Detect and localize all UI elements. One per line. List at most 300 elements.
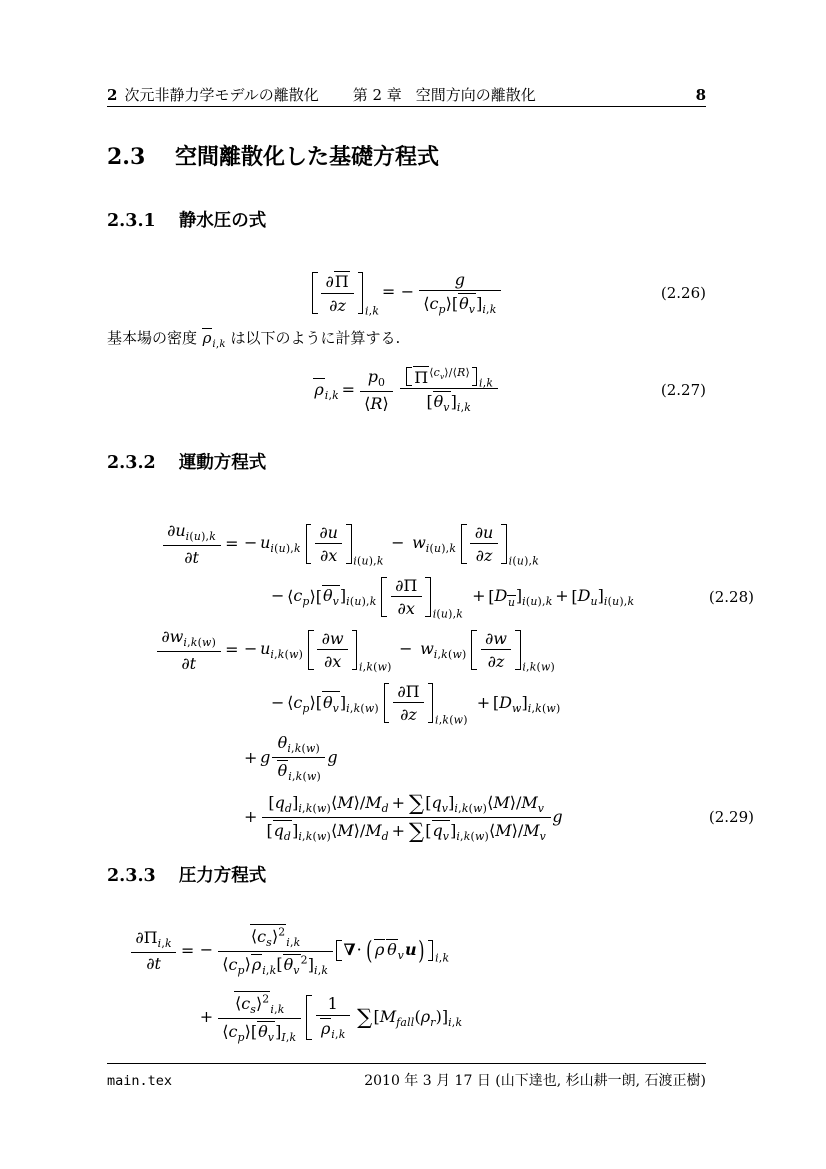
math-mrow [268, 790, 545, 816]
math-scr [272, 927, 285, 946]
section-title: 圧力方程式 [178, 866, 267, 886]
math-bc [467, 523, 502, 566]
math-ov [257, 1021, 275, 1044]
math-char: i [286, 935, 290, 949]
math-ov [250, 924, 286, 949]
math-char: ] [448, 793, 455, 812]
math-sb [482, 303, 496, 316]
math-sp [262, 992, 269, 1005]
math-char: R [457, 365, 466, 379]
math-char: w [202, 636, 212, 650]
math-char: ⟨ [234, 994, 242, 1014]
math-scr [241, 994, 257, 1017]
math-char: p [367, 367, 378, 387]
math-scr [515, 586, 553, 609]
math-tw [404, 365, 494, 390]
header-chapter-title: 空間方向の離散化 [415, 86, 536, 104]
math-char: p [302, 701, 310, 715]
math-char: ⟩ [309, 586, 316, 606]
math-sb [604, 596, 634, 609]
math-tw [382, 682, 468, 725]
math-char: v [293, 964, 300, 978]
math-char: ⟩ [353, 793, 360, 812]
math-char: u [327, 522, 338, 542]
math-char: ) [524, 554, 529, 568]
math-char: k [545, 595, 553, 609]
math-char: ⟩ [271, 926, 279, 946]
math-bc [312, 994, 464, 1041]
math-char: = [341, 379, 356, 399]
equation-number: (2.26) [660, 284, 706, 302]
math-char: , [291, 770, 296, 784]
math-char: z [337, 295, 346, 315]
math-char: g [454, 269, 465, 289]
math-sp [301, 953, 308, 966]
math-char: p [438, 303, 446, 317]
math-char: k [529, 660, 537, 674]
math-fr [360, 367, 393, 413]
math-sb [522, 596, 552, 609]
math-char: , [437, 648, 442, 662]
math-char: k [293, 935, 301, 949]
math-char: 2 [262, 992, 270, 1006]
math-char: w [316, 802, 327, 816]
math-char: c [293, 692, 303, 712]
math-char: z [408, 705, 417, 725]
math-ts [522, 661, 555, 674]
math-char: − [243, 639, 258, 659]
math-bq [308, 629, 358, 672]
math-char: , [285, 1031, 290, 1045]
math-ov [458, 293, 476, 316]
math-char: [ [315, 692, 322, 712]
math-scr [434, 366, 445, 379]
section-number: 2.3 [107, 144, 146, 170]
math-char: i [331, 1028, 335, 1042]
math-char: q [273, 820, 284, 840]
math-mrow [314, 994, 463, 1041]
equation-2-26-math [310, 270, 503, 317]
math-ts [435, 952, 449, 965]
math-char: u [361, 554, 369, 568]
math-char: i [183, 636, 188, 650]
math-char: c [241, 994, 251, 1014]
math-char: , [302, 802, 306, 816]
math-char: , [274, 1003, 278, 1017]
math-mrow [485, 629, 507, 648]
math-char: θ [258, 1021, 268, 1041]
math-fn [481, 629, 512, 650]
math-char: ( [536, 660, 542, 674]
math-bq [312, 271, 364, 315]
math-right-paren: ) [418, 935, 425, 966]
math-char: θ [433, 392, 444, 412]
math-char: l [410, 1016, 415, 1030]
math-fn [316, 994, 350, 1015]
math-mrow [184, 548, 199, 567]
math-char: ) [368, 554, 374, 568]
math-char: , [335, 1028, 339, 1042]
math-char: w [412, 533, 426, 553]
math-char: ( [470, 829, 475, 843]
math-char: i [262, 964, 266, 978]
math-fd [393, 702, 424, 724]
math-char: w [453, 713, 464, 727]
math-fd [321, 293, 354, 315]
math-fr [419, 270, 501, 317]
math-char: + [243, 747, 258, 767]
math-scr [260, 639, 304, 662]
math-char: u [260, 533, 271, 553]
equation-2-27 [107, 360, 706, 420]
math-char: i [270, 1003, 275, 1017]
math-char: ∂ [323, 652, 333, 672]
section-number: 2.3.1 [107, 211, 156, 231]
math-char: ( [429, 542, 434, 556]
math-sb [212, 339, 225, 350]
math-scr [521, 793, 545, 816]
math-char: i [298, 802, 303, 816]
math-char: , [460, 401, 465, 415]
math-char: v [443, 401, 450, 415]
math-char: i [270, 542, 275, 556]
math-char: ⟩ [244, 1021, 251, 1041]
math-char: + [472, 586, 486, 606]
math-mrow [429, 366, 470, 379]
math-fr [315, 523, 343, 566]
math-bc [311, 523, 346, 566]
math-char: v [442, 829, 450, 843]
math-mrow [268, 576, 634, 619]
math-char: , [349, 701, 354, 715]
math-scr [275, 1021, 297, 1045]
math-char: ) [326, 829, 331, 843]
math-bq [306, 523, 352, 566]
math-char: , [265, 964, 270, 978]
math-char: i [185, 530, 190, 544]
math-char: , [362, 660, 367, 674]
math-char: i [433, 648, 438, 662]
math-mrow [475, 523, 494, 542]
math-char: w [541, 660, 551, 674]
math-sb [469, 303, 475, 316]
math-bc [387, 576, 425, 619]
math-char: ) [463, 713, 468, 727]
math-fr [317, 629, 348, 672]
math-char: M [337, 820, 354, 840]
math-char: g [552, 806, 563, 826]
math-ov [433, 391, 451, 414]
math-fr [393, 682, 424, 725]
math-scr [365, 793, 389, 816]
math-scr [386, 940, 405, 963]
math-mrow [343, 935, 427, 966]
math-tw [310, 271, 380, 318]
math-scr [365, 820, 389, 843]
math-char: = [225, 640, 239, 660]
math-char: i [434, 713, 439, 727]
math-char: ) [550, 660, 556, 674]
math-mrow [222, 1021, 297, 1045]
math-mrow [167, 521, 217, 544]
math-char: u [516, 554, 525, 568]
math-char: , [458, 802, 462, 816]
math-scr [202, 329, 226, 350]
eq29-rhs-line3 [241, 733, 337, 783]
math-fd [481, 649, 512, 671]
math-char: Π [414, 367, 429, 387]
pressure-rhs-line2 [197, 991, 465, 1044]
math-mrow [266, 817, 547, 843]
math-char: ) [211, 636, 217, 650]
math-char: k [489, 303, 497, 317]
math-char: u [175, 521, 186, 540]
math-char: k [442, 713, 450, 727]
math-char: ( [468, 802, 474, 816]
math-char: ∂ [487, 652, 496, 672]
math-char: k [456, 607, 464, 621]
math-char: k [190, 636, 198, 650]
math-char: ⟩ [244, 955, 251, 975]
math-fr [470, 523, 498, 566]
math-char: k [463, 829, 471, 843]
math-scr [521, 692, 561, 715]
math-sb [538, 802, 544, 815]
math-char: , [368, 304, 373, 318]
eq29-rel [222, 640, 241, 659]
math-char: Π [143, 927, 158, 947]
math-sb [540, 830, 546, 843]
math-mrow [234, 992, 270, 1017]
math-ov [202, 328, 213, 347]
math-char: ⟩ [353, 820, 360, 840]
math-fd [400, 388, 498, 414]
math-char: k [442, 951, 450, 965]
math-char: ) [619, 595, 624, 609]
math-scr [412, 533, 457, 556]
pressure-rel [178, 941, 197, 960]
math-ov [234, 991, 270, 1016]
math-bq [406, 366, 477, 387]
math-char: k [372, 304, 380, 318]
math-char: ] [476, 294, 483, 314]
eq29-rhs-line4 [241, 792, 562, 843]
math-fr [157, 627, 221, 673]
math-char: ⟨ [423, 294, 430, 314]
math-char: k [332, 388, 339, 402]
math-mrow [241, 733, 337, 783]
math-sb [443, 401, 449, 414]
math-fr [262, 792, 551, 843]
math-char: v [267, 1031, 275, 1045]
math-char: ⟨ [287, 692, 294, 712]
math-char: / [359, 793, 366, 812]
math-char: w [364, 701, 375, 715]
math-char: , [528, 554, 533, 568]
math-char: ) [201, 530, 206, 544]
math-char: i [508, 554, 513, 568]
math-char: , [438, 951, 443, 965]
math-char: , [451, 1016, 456, 1030]
math-sb [270, 1003, 284, 1016]
math-fd [131, 952, 176, 974]
math-char: v [332, 701, 339, 715]
math-sb [298, 830, 331, 843]
math-sb [438, 303, 445, 316]
math-br2 [472, 367, 478, 386]
footer-rule [107, 1063, 706, 1064]
math-char: M [365, 820, 382, 840]
eq28-lhs [161, 521, 223, 567]
math-scr [307, 955, 329, 978]
math-char: c [293, 586, 303, 606]
math-char: d [381, 802, 389, 816]
math-fd [315, 543, 343, 565]
math-sum: ∑ [408, 817, 425, 843]
section-heading-2-3 [107, 140, 706, 171]
math-scr [293, 586, 310, 609]
math-sb [426, 542, 456, 555]
math-char: v [537, 802, 545, 816]
math-char: ρ [420, 1007, 431, 1027]
math-sb [270, 542, 300, 555]
math-ov [283, 954, 301, 977]
math-char: i [298, 829, 303, 843]
math-scr [283, 955, 300, 978]
math-fr [131, 928, 176, 974]
math-char: t [192, 547, 199, 567]
math-char: w [452, 648, 462, 662]
math-char: k [376, 554, 384, 568]
math-char: w [169, 627, 184, 647]
math-char: k [486, 376, 494, 390]
section-number: 2.3.2 [107, 453, 156, 473]
math-ov [251, 954, 262, 974]
math-char: ⟨ [429, 365, 434, 379]
math-scr [429, 294, 446, 317]
math-fn [321, 271, 354, 293]
math-tw [459, 523, 539, 566]
math-char: ] [275, 1021, 282, 1041]
math-char: , [373, 554, 377, 568]
math-sb [457, 401, 471, 414]
math-sb [382, 830, 389, 843]
math-char: ⟩ [465, 365, 470, 379]
math-char: ⟩ [256, 994, 263, 1014]
math-char: i [324, 388, 329, 402]
math-mrow [320, 546, 337, 565]
math-char: i [482, 303, 487, 317]
math-sb [186, 530, 216, 543]
math-char: g [327, 747, 338, 767]
math-sum: ∑ [357, 1004, 373, 1030]
math-ov [313, 378, 324, 398]
math-char: ∂ [319, 546, 329, 566]
math-sb [512, 702, 522, 715]
math-char: , [187, 636, 191, 650]
math-sb [285, 802, 292, 815]
math-char: ] [597, 586, 604, 606]
math-char: − [270, 692, 285, 712]
math-char: ∂ [485, 628, 494, 648]
math-fn [157, 627, 221, 651]
math-char: + [476, 692, 491, 712]
math-char: w [546, 701, 556, 715]
math-char: i [364, 304, 369, 318]
math-sp [429, 366, 470, 379]
math-fr [481, 629, 512, 672]
math-char: ⟨ [489, 820, 496, 840]
math-fn [131, 928, 176, 952]
section-heading-2-3-3 [107, 862, 706, 887]
math-char: [ [266, 820, 273, 840]
math-char: k [219, 338, 226, 350]
math-scr [459, 294, 476, 317]
header-chapter-label: 第 2 章 [352, 86, 402, 104]
math-br2 [425, 577, 431, 618]
math-char: ( [373, 660, 378, 674]
math-char: z [483, 546, 493, 566]
math-mrow [241, 523, 539, 566]
math-char: ] [292, 793, 299, 812]
math-char: i [478, 376, 483, 390]
math-scr [228, 1021, 245, 1045]
math-scr [273, 820, 292, 843]
math-br2 [346, 524, 352, 565]
math-char: ∂ [319, 522, 328, 542]
math-char: i [456, 829, 461, 843]
math-char: , [445, 542, 450, 556]
header-doc-title: 次元非静力学モデルの離散化 [124, 86, 319, 104]
math-fn [419, 270, 501, 291]
math-char: [ [451, 294, 459, 314]
math-char: , [460, 829, 464, 843]
math-char: p [302, 595, 310, 609]
math-br2 [501, 524, 507, 565]
math-char: θ [283, 955, 294, 975]
math-char: i [435, 951, 439, 965]
math-char: Π [403, 575, 418, 595]
math-char: u [193, 530, 202, 544]
math-char: ( [607, 595, 613, 609]
math-char: v [332, 595, 339, 609]
math-sb [378, 376, 385, 389]
math-ov [334, 271, 350, 291]
math-char: x [328, 546, 338, 566]
math-char: i [346, 595, 350, 609]
math-char: x [405, 599, 415, 619]
math-scr [431, 793, 449, 816]
math-scr [450, 392, 472, 415]
equation-group-pressure [107, 924, 728, 1044]
math-char: ] [515, 586, 523, 606]
math-char: k [277, 1003, 285, 1017]
math-char: − [391, 533, 405, 553]
math-mrow [161, 627, 217, 650]
math-char: ( [312, 802, 317, 816]
math-br2 [428, 940, 434, 961]
math-sb [398, 949, 404, 962]
math-scr [433, 392, 450, 415]
math-bc [477, 629, 515, 672]
math-ov [320, 1018, 331, 1038]
section-title: 静水圧の式 [178, 211, 267, 231]
math-char: ⋅ [356, 940, 363, 960]
math-mrow [135, 927, 172, 950]
math-sb [183, 636, 216, 649]
math-bq [366, 935, 425, 966]
math-char: v [441, 802, 449, 816]
